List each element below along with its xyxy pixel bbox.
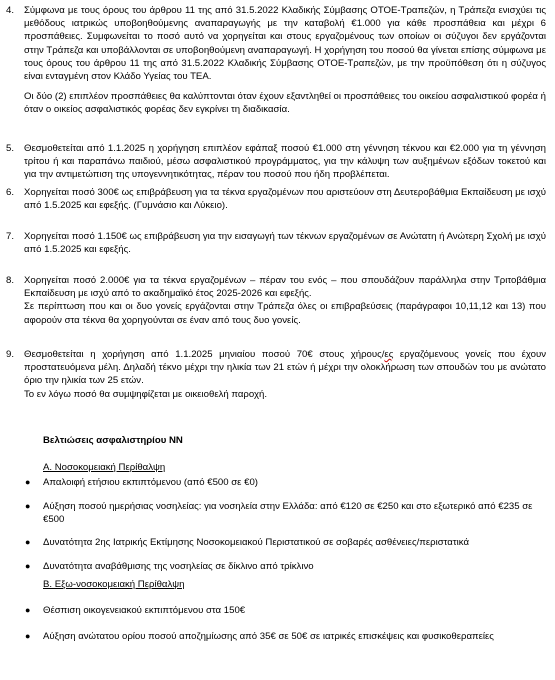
clause-number: 8. xyxy=(6,275,15,286)
clause-text: Χορηγείται ποσό 2.000€ για τα τέκνα εργαζομένων – πέραν του ενός – που σπουδάζουν παράλληλα στην Τριτοβάθμια Εκπαίδευση με ισχύ από το ακαδημαϊκό έτος 2025-2026 και εφεξής. xyxy=(24,275,546,300)
clause-text: Χορηγείται ποσό 300€ ως επιβράβευση για τα τέκνα εργαζομένων που αριστεύουν στη Δευτεροβάθμια Εκπαίδευση με ισχύ από 1.5.2025 και εφεξής. (Γυμνάσιο και Λύκειο). xyxy=(24,187,546,212)
clause-text: Θεσμοθετείται η χορήγηση από 1.1.2025 μηνιαίου ποσού 70€ στους χήρους/ες εργαζόμενους γονείς που έχουν προστατευόμενα μέλη. Δηλαδή τέκνο μέχρι την ηλικία των 21 ετών ή μέχρι την ολοκλήρωση των σπουδών του με ανώτατο όριο την ηλικία των 25 ετών. xyxy=(24,349,546,387)
bullet-icon: ● xyxy=(25,477,31,487)
clause-number: 5. xyxy=(6,143,15,154)
list-item: ● Θέσπιση οικογενειακού εκπιπτόμενου στα 150€ xyxy=(25,605,246,616)
clause-number: 7. xyxy=(6,231,15,242)
bullet-icon: ● xyxy=(25,605,31,615)
clause-6 xyxy=(6,186,546,212)
list-item: ● Αύξηση ανώτατου ορίου ποσού αποζημίωσης από 35€ σε 50€ σε ιατρικές επισκέψεις και φυσικοθεραπείες xyxy=(25,631,494,642)
clause-number: 4. xyxy=(6,5,15,16)
section-a-heading: Α. Νοσοκομειακή Περίθαλψη xyxy=(43,462,166,473)
clause-4 xyxy=(6,4,546,117)
insurance-title: Βελτιώσεις ασφαλιστηρίου ΝΝ xyxy=(43,435,183,446)
list-item: ● Αύξηση ποσού ημερήσιας νοσηλείας: για νοσηλεία στην Ελλάδα: από €120 σε €250 και στο εξωτερικό από €235 σε €500 xyxy=(25,501,533,526)
clause-text: Το εν λόγω ποσό θα συμψηφίζεται με οικειοθελή παροχή. xyxy=(24,388,267,400)
list-item: ● Δυνατότητα 2ης Ιατρικής Εκτίμησης Νοσοκομειακού Περιστατικού σε σοβαρές ασθένειες/περιστατικά xyxy=(25,537,469,548)
clause-5 xyxy=(6,142,546,182)
clause-text: Χορηγείται ποσό 1.150€ ως επιβράβευση για την εισαγωγή των τέκνων εργαζομένων σε Ανώτατη ή Ανώτερη Σχολή με ισχύ από 1.5.2025 και εφεξής. xyxy=(24,231,546,256)
clause-8 xyxy=(6,274,546,327)
clause-7 xyxy=(6,230,546,256)
clause-text: Οι δύο (2) επιπλέον προσπάθειες θα καλύπτονται όταν έχουν εξαντληθεί οι προσπάθειες του οικείου ασφαλιστικού φορέα ή όταν ο οικείος ασφαλιστικός φορέας δεν εγκρίνει τη διαδικασία. xyxy=(24,91,546,116)
clause-9 xyxy=(6,348,546,401)
clause-text: Σύμφωνα με τους όρους του άρθρου 11 της από 31.5.2022 Κλαδικής Σύμβασης ΟΤΟΕ-Τραπεζών, η Τράπεζα ενισχύει τις μεθόδους ιατρικώς υποβοηθούμενης αναπαραγωγής με την καταβολή €1.000 για κάθε προσπάθεια και μέχρι 6 προσπάθειες. Συμφωνείται το ποσό αυτό να χορηγείται και στους εργαζομένους των οποίων οι σύζυγοι δεν εργάζονται στην Τράπεζα και υποβάλλονται σε υποβοηθούμενη αναπαραγωγή. Η χορήγηση του ποσού θα γίνεται επίσης σύμφωνα με τους όρους του άρθρου 11 της από 31.5.2022 Κλαδικής Σύμβασης ΟΤΟΕ-Τραπεζών, με την προϋπόθεση ότι η σύζυγος είναι ενταγμένη στον Κλάδο Υγείας του ΤΕΑ. xyxy=(24,5,546,83)
list-item: ● Απαλοιφή ετήσιου εκπιπτόμενου (από €500 σε €0) xyxy=(25,477,258,488)
bullet-icon: ● xyxy=(25,501,31,511)
section-b-heading: Β. Εξω-νοσοκομειακή Περίθαλψη xyxy=(43,579,185,590)
bullet-icon: ● xyxy=(25,537,31,547)
bullet-icon: ● xyxy=(25,561,31,571)
clause-number: 6. xyxy=(6,187,15,198)
bullet-icon: ● xyxy=(25,631,31,641)
clause-number: 9. xyxy=(6,349,15,360)
clause-text: Θεσμοθετείται από 1.1.2025 η χορήγηση επιπλέον εφάπαξ ποσού €1.000 στη γέννηση τέκνου και €2.000 για τη γέννηση τρίτου ή και παραπάνω παιδιού, μέσω ασφαλιστικού προγράμματος, για την κάλυψη των αυξημένων εξόδων τοκετού και για την αντιμετώπιση της υπογεννητικότητας, πέραν του ποσού που ήδη προβλέπεται. xyxy=(24,143,546,181)
list-item: ● Δυνατότητα αναβάθμισης της νοσηλείας σε δίκλινο από τρίκλινο xyxy=(25,561,314,572)
clause-text: Σε περίπτωση που και οι δυο γονείς εργάζονται στην Τράπεζα όλες οι επιβραβεύσεις (παράγραφοι 10,11,12 και 13) που αφορούν στα τέκνα θα χορηγούνται σε έναν από τους δυο γονείς. xyxy=(24,301,546,326)
spellcheck-mark: ες xyxy=(384,349,394,360)
